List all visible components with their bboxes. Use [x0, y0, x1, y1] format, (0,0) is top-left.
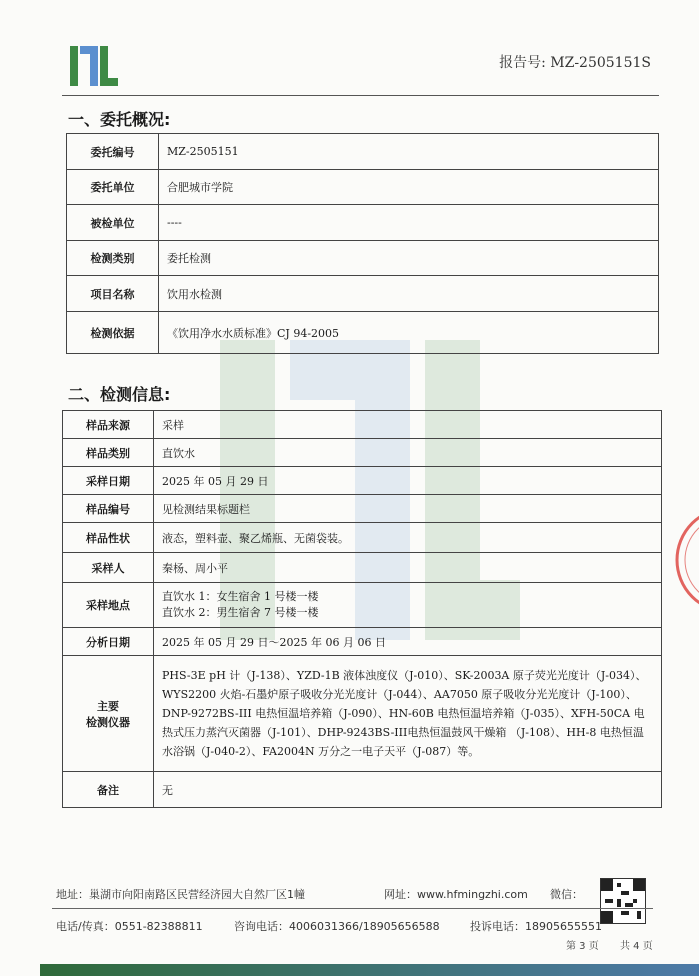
row-label: 样品编号: [63, 495, 154, 523]
row-value: 2025 年 05 月 29 日: [154, 467, 662, 495]
row-value: [154, 583, 662, 628]
row-value: 无: [154, 772, 662, 808]
table-row: [63, 439, 662, 467]
row-label: [63, 656, 154, 772]
row-label: 分析日期: [63, 628, 154, 656]
footer-address: 地址：巢湖市向阳南路区民营经济园大自然厂区1幢: [56, 888, 305, 901]
instruments-label-line-2: 检测仪器: [86, 715, 130, 729]
row-value: PHS-3E pH 计（J-138）、YZD-1B 液体浊度仪（J-010）、SK-2003A 原子荧光光度计（J-034）、WYS2200 火焰-石墨炉原子吸收分光光度计（J-044）、AA7050 原子吸收分光光度计（J-100）、DNP-9272BS-III 电热恒温培养箱（J-090）、HN-60B 电热恒温培养箱（J-035）、XFH-50CA 电热式压力蒸汽灭菌器（J-101）、DHP-9243BS-III电热恒温鼓风干燥箱 （J-108）、HH-8 电热恒温水浴锅（J-040-2）、FA2004N 万分之一电子天平（J-087）等。: [154, 656, 662, 772]
section1-title: 一、委托概况:: [68, 110, 171, 129]
table-row: [63, 656, 662, 772]
row-label: 采样日期: [63, 467, 154, 495]
test-info-table: [62, 410, 662, 808]
table-row: [63, 628, 662, 656]
footer-wechat: 微信：: [550, 888, 583, 901]
table-row: [63, 523, 662, 553]
bottom-brand-bar: [40, 964, 699, 976]
row-value: 采样: [154, 411, 662, 439]
row-value: 《饮用净水水质标准》CJ 94-2005: [159, 312, 659, 354]
footer-divider: [52, 908, 653, 909]
row-label: 委托单位: [67, 170, 159, 205]
footer-complaint: 投诉电话：18905655551: [470, 920, 602, 933]
table-row: [67, 276, 659, 312]
footer-tel: 电话/传真：0551-82388811: [56, 920, 203, 933]
row-label: 样品来源: [63, 411, 154, 439]
section2-title: 二、检测信息:: [68, 385, 171, 404]
qr-code-icon: [600, 878, 646, 924]
row-value: 合肥城市学院: [159, 170, 659, 205]
row-label: 检测依据: [67, 312, 159, 354]
footer-consult: 咨询电话：4006031366/18905656588: [234, 920, 440, 933]
table-row: [67, 241, 659, 276]
row-label: 样品类别: [63, 439, 154, 467]
row-label: 被检单位: [67, 205, 159, 241]
row-label: 委托编号: [67, 134, 159, 170]
table-row: [63, 467, 662, 495]
table-row: [63, 772, 662, 808]
table-row: [63, 411, 662, 439]
table-row: [67, 312, 659, 354]
report-number: 报告号: MZ-2505151S: [499, 55, 651, 71]
row-value: ----: [159, 205, 659, 241]
row-value: 见检测结果标题栏: [154, 495, 662, 523]
row-label: 样品性状: [63, 523, 154, 553]
table-row: [63, 583, 662, 628]
row-value: 直饮水: [154, 439, 662, 467]
instruments-label-line-1: 主要: [97, 699, 119, 713]
table-row: [63, 495, 662, 523]
row-label: 采样人: [63, 553, 154, 583]
row-label: 采样地点: [63, 583, 154, 628]
row-label: 项目名称: [67, 276, 159, 312]
row-value: 液态，塑料壶、聚乙烯瓶、无菌袋装。: [154, 523, 662, 553]
table-row: [67, 170, 659, 205]
header-divider: [62, 95, 659, 96]
footer-website: 网址：www.hfmingzhi.com: [384, 888, 528, 901]
table-row: [67, 134, 659, 170]
commission-table: [66, 133, 659, 354]
row-value: MZ-2505151: [159, 134, 659, 170]
page-number: 第 3 页: [566, 941, 599, 952]
row-value: 2025 年 05 月 29 日～2025 年 06 月 06 日: [154, 628, 662, 656]
location-line-1: 直饮水 1：女生宿舍 1 号楼一楼: [162, 590, 319, 603]
row-label: 备注: [63, 772, 154, 808]
table-row: [63, 553, 662, 583]
table-row: [67, 205, 659, 241]
row-value: 委托检测: [159, 241, 659, 276]
location-line-2: 直饮水 2：男生宿舍 7 号楼一楼: [162, 606, 319, 619]
seal-stamp: [659, 505, 699, 615]
page-total: 共 4 页: [620, 941, 653, 952]
row-value: 秦杨、周小平: [154, 553, 662, 583]
row-label: 检测类别: [67, 241, 159, 276]
row-value: 饮用水检测: [159, 276, 659, 312]
company-logo: [68, 42, 120, 90]
